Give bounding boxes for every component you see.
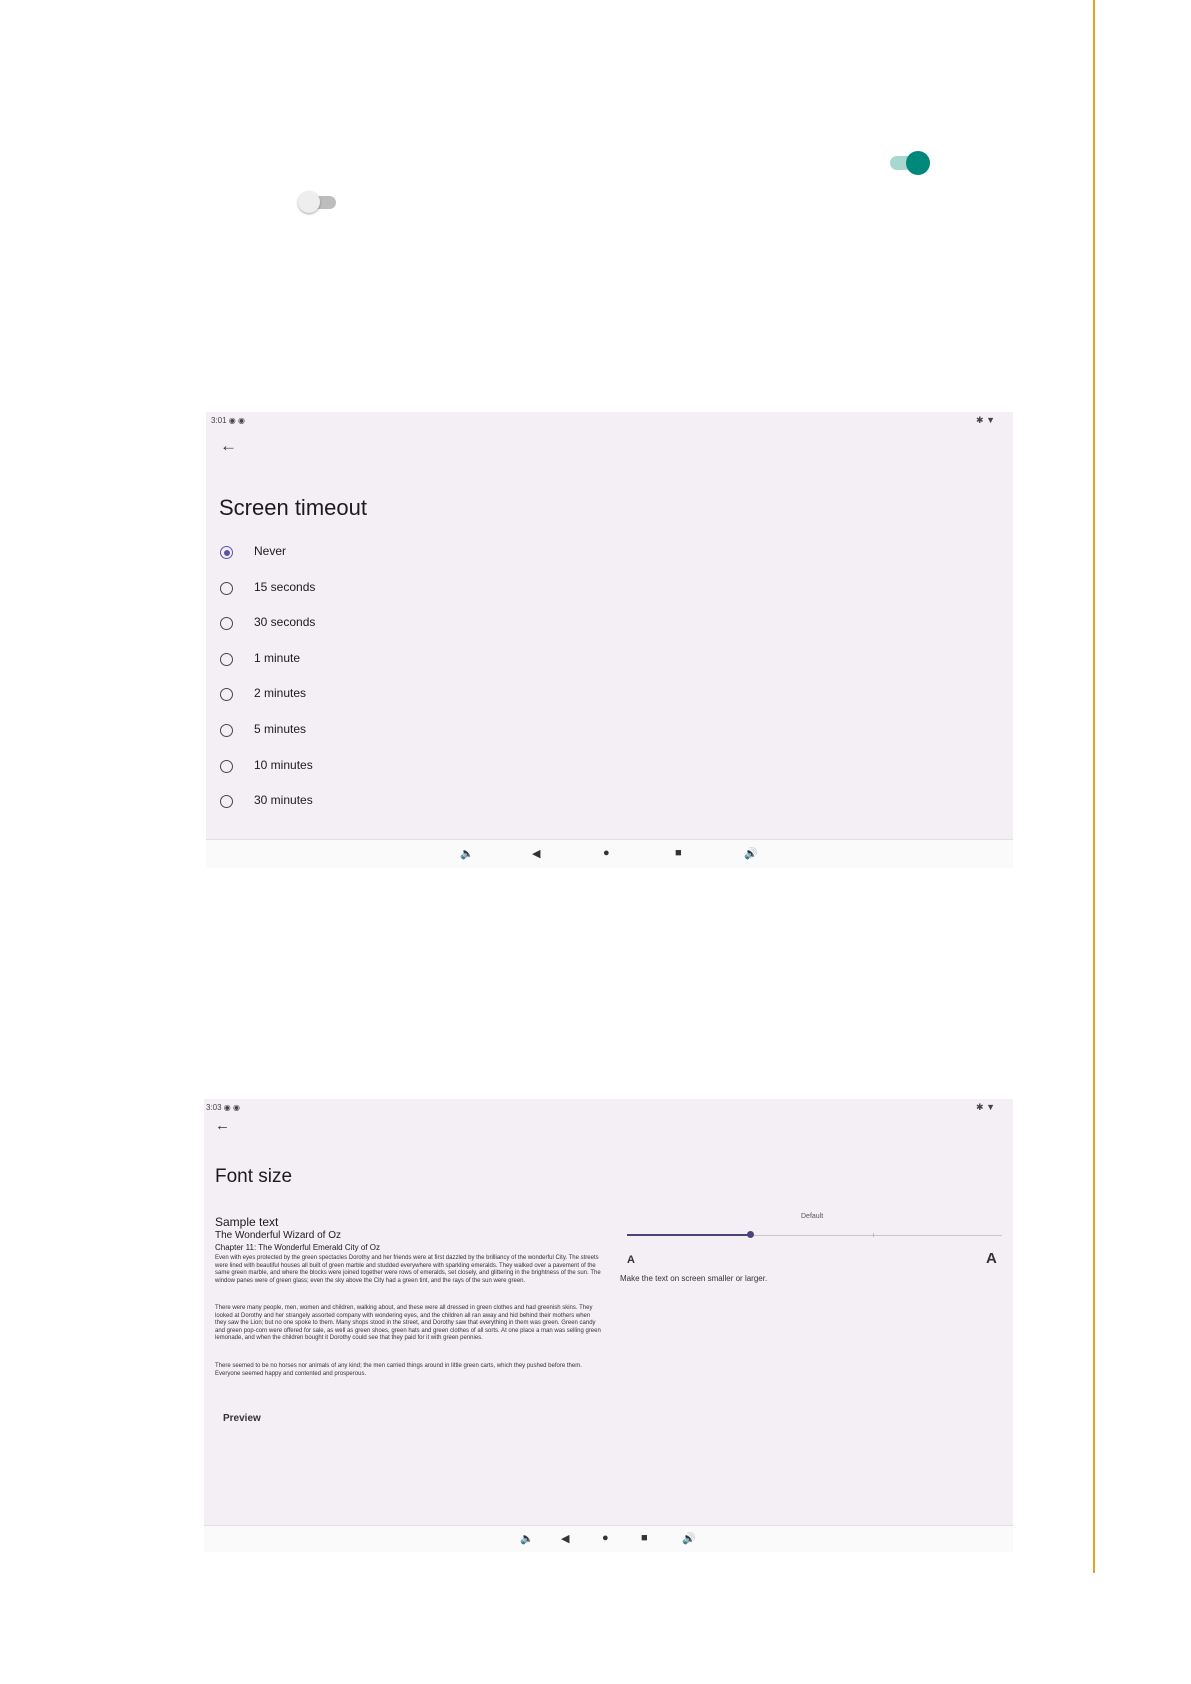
status-icons: ✱ ▼ [976, 1102, 995, 1112]
radio-option-never[interactable] [220, 542, 520, 566]
radio-label: 5 minutes [254, 722, 307, 736]
radio-label: 10 minutes [254, 758, 313, 772]
screen-timeout-screenshot [206, 412, 1013, 868]
font-size-slider-thumb[interactable] [747, 1231, 754, 1238]
radio-option-2-minutes[interactable] [220, 684, 520, 708]
slider-tick-mark [873, 1233, 874, 1237]
radio-option-30-minutes[interactable] [220, 791, 520, 815]
home-circle-icon[interactable]: ● [602, 1532, 609, 1544]
radio-selected-icon [220, 546, 233, 559]
book-title: The Wonderful Wizard of Oz [215, 1230, 341, 1241]
home-circle-icon[interactable]: ● [603, 847, 610, 859]
volume-down-icon[interactable]: 🔈 [460, 848, 474, 860]
system-nav-bar [206, 839, 1013, 868]
recents-square-icon[interactable]: ■ [675, 847, 682, 859]
radio-label: Never [254, 544, 287, 558]
radio-icon [220, 617, 233, 630]
back-triangle-icon[interactable]: ◀ [561, 1533, 570, 1545]
radio-label: 30 minutes [254, 793, 313, 807]
smaller-text-icon: A [627, 1254, 635, 1266]
page-title: Font size [215, 1166, 293, 1187]
radio-icon [220, 653, 233, 666]
status-time: 3:03 ◉ ◉ [206, 1103, 240, 1112]
page-accent-rule [1093, 0, 1095, 1573]
toggle-thumb [906, 151, 930, 175]
radio-option-1-minute[interactable] [220, 649, 520, 673]
sample-paragraph: There were many people, men, women and children, walking about, and these were all dressed in green clothes and had greenish skins. They looked at Dorothy and her strangely assorted company with wondering eyes, and the children all ran away and hid behind their mothers when they saw the Lion; but no one spoke to them. Many shops stood in the street, and Dorothy saw that everything in them was green. Green candy and green pop-corn were offered for sale, as well as green shoes, green hats and green clothes of all sorts. At one place a man was selling green lemonade, and when the children bought it Dorothy could see that they paid for it with green pennies. [215, 1305, 601, 1342]
radio-label: 30 seconds [254, 615, 316, 629]
radio-option-15-seconds[interactable] [220, 578, 520, 602]
chapter-title: Chapter 11: The Wonderful Emerald City of Oz [215, 1243, 380, 1252]
back-triangle-icon[interactable]: ◀ [532, 848, 541, 860]
toggle-thumb [298, 191, 320, 213]
status-icons: ✱ ▼ [976, 415, 995, 425]
radio-icon [220, 582, 233, 595]
status-bar [206, 412, 1013, 430]
sample-text-heading: Sample text [215, 1215, 279, 1229]
page-title: Screen timeout [219, 495, 367, 520]
back-arrow-icon[interactable]: ← [215, 1117, 230, 1134]
back-arrow-icon[interactable]: ← [220, 436, 237, 455]
radio-icon [220, 795, 233, 808]
font-size-screenshot [204, 1099, 1013, 1552]
radio-icon [220, 760, 233, 773]
preview-label: Preview [223, 1413, 261, 1424]
radio-option-10-minutes[interactable] [220, 756, 520, 780]
toggle-switch-off[interactable] [298, 189, 340, 215]
volume-down-icon[interactable]: 🔈 [520, 1533, 534, 1545]
sample-paragraph: There seemed to be no horses nor animals of any kind; the men carried things around in little green carts, which they pushed before them. Everyone seemed happy and contented and prosperous. [215, 1363, 582, 1377]
status-bar [204, 1099, 1013, 1117]
status-time: 3:01 ◉ ◉ [211, 416, 245, 425]
radio-icon [220, 724, 233, 737]
slider-description: Make the text on screen smaller or larger. [620, 1274, 768, 1283]
system-nav-bar [204, 1525, 1013, 1552]
radio-option-30-seconds[interactable] [220, 613, 520, 637]
radio-label: 1 minute [254, 651, 301, 665]
radio-label: 15 seconds [254, 580, 316, 594]
font-size-slider-fill [627, 1234, 751, 1236]
recents-square-icon[interactable]: ■ [641, 1532, 648, 1544]
sample-paragraph: Even with eyes protected by the green spectacles Dorothy and her friends were at first dazzled by the brilliancy of the wonderful City. The streets were lined with beautiful houses all built of green marble and studded everywhere with sparkling emeralds. They walked over a pavement of the same green marble, and where the blocks were joined together were rows of emeralds, set closely, and glittering in the brightness of the sun. The window panes were of green glass; even the sky above the City had a green tint, and the rays of the sun were green. [215, 1255, 601, 1284]
larger-text-icon: A [986, 1250, 997, 1267]
toggle-switch-on[interactable] [890, 148, 932, 178]
radio-icon [220, 688, 233, 701]
volume-up-icon[interactable]: 🔊 [682, 1533, 696, 1545]
radio-option-5-minutes[interactable] [220, 720, 520, 744]
volume-up-icon[interactable]: 🔊 [744, 848, 758, 860]
radio-label: 2 minutes [254, 686, 307, 700]
slider-default-label: Default [801, 1213, 824, 1220]
